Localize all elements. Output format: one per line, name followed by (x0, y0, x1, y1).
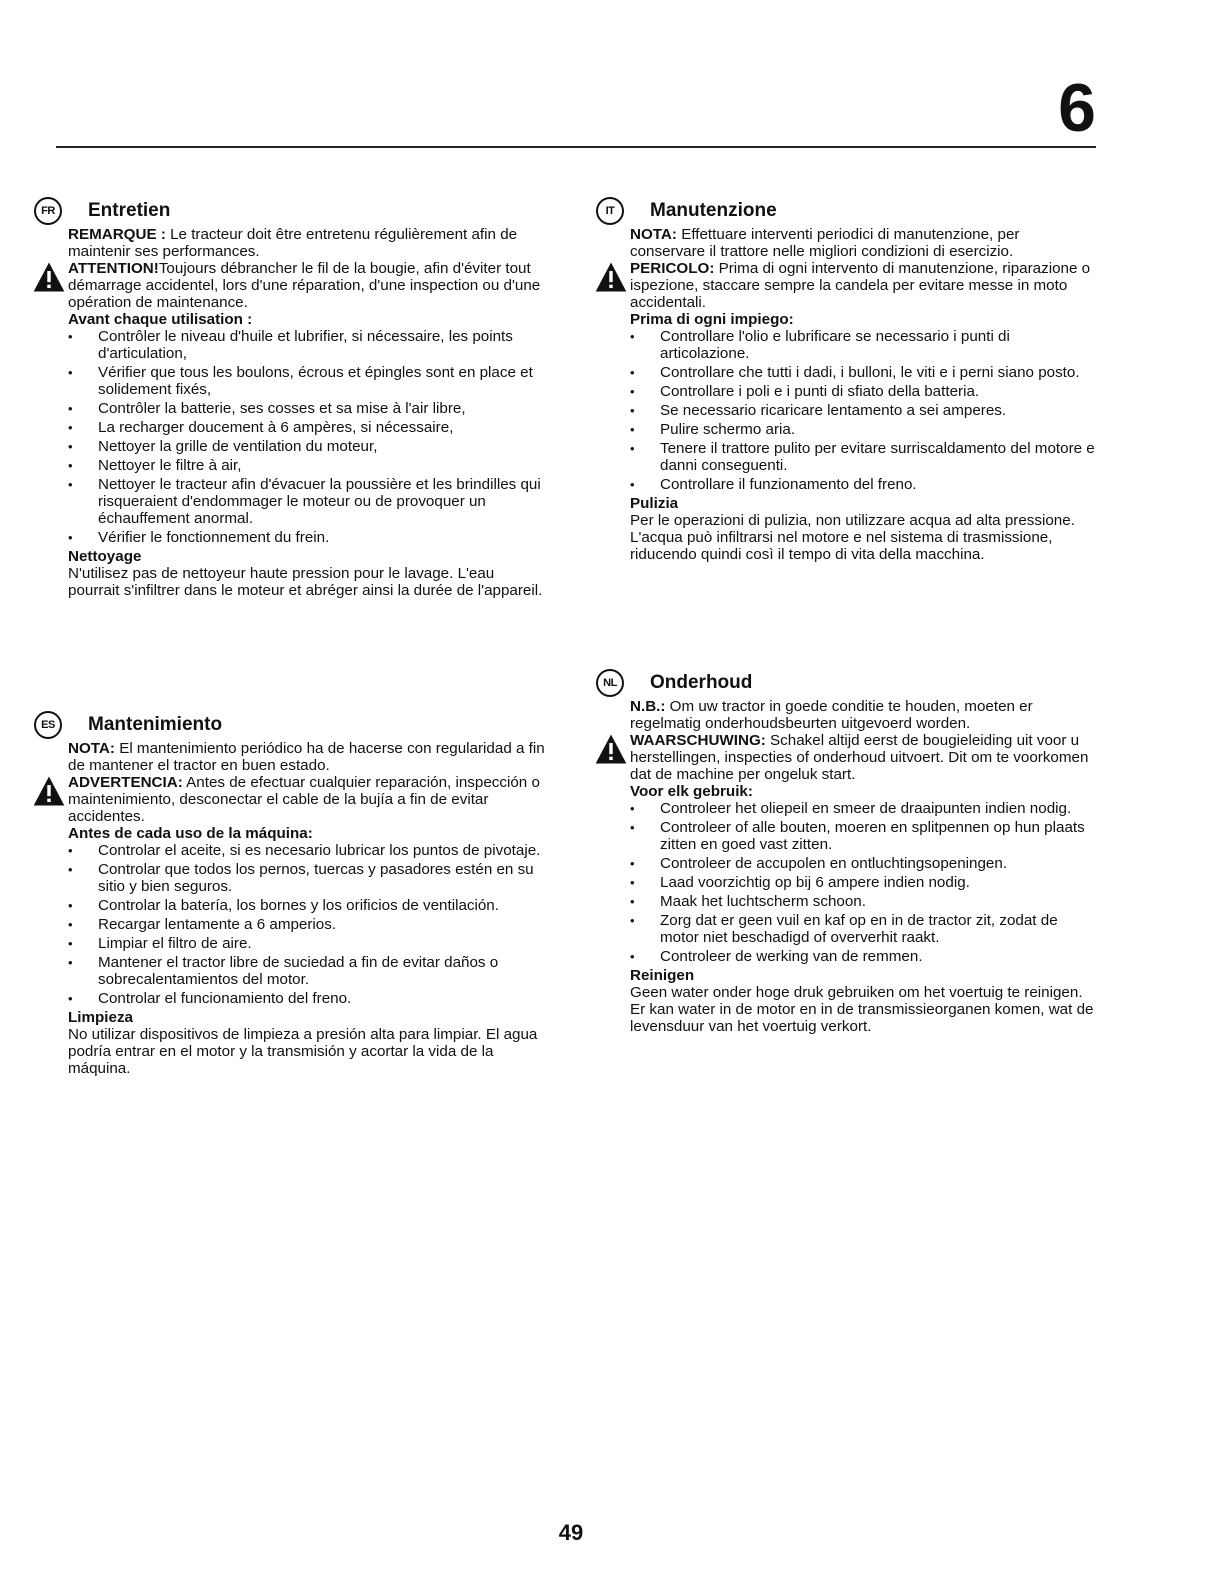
cleaning-text: Geen water onder hoge druk gebruiken om het voertuig te reinigen. Er kan water in de motor en in de transmissieorganen komen, wat de levensduur van het voertuig verkort. (630, 984, 1094, 1035)
section-body (68, 740, 546, 1077)
warning-paragraph (68, 774, 546, 825)
list-item: • Controlar la batería, los bornes y los orificios de ventilación. (68, 897, 546, 914)
section-it (596, 196, 1096, 563)
section-header (596, 668, 1096, 698)
list-item: • Controlar el aceite, si es necesario lubricar los puntos de pivotaje. (68, 842, 546, 859)
checklist (68, 842, 546, 1007)
cleaning-heading: Limpieza (68, 1009, 133, 1026)
warning-text: Schakel altijd eerst de bougieleiding uit voor u herstellingen, inspecties of onderhoud uitvoert. Dit om te voorkomen dat de machine per ongeluk start. (630, 732, 1089, 783)
warning-label: ADVERTENCIA: (68, 774, 183, 791)
warning-text: Prima di ogni intervento di manutenzione, riparazione o ispezione, staccare sempre la candela per evitare messe in moto accidentali. (630, 260, 1091, 311)
list-item: • Controleer de accupolen en ontluchtingsopeningen. (630, 855, 1096, 872)
note-text: El mantenimiento periódico ha de hacerse con regularidad a fin de mantener el tractor en buen estado. (68, 740, 545, 774)
language-badge: IT (596, 197, 624, 225)
page-number: 49 (558, 1520, 584, 1545)
list-item: • Nettoyer la grille de ventilation du moteur, (68, 438, 546, 455)
warning-triangle-icon (32, 260, 66, 294)
list-item: • La recharger doucement à 6 ampères, si nécessaire, (68, 419, 546, 436)
cleaning-text: N'utilisez pas de nettoyeur haute pression pour le lavage. L'eau pourrait s'infiltrer dans le moteur et abréger ainsi la durée de l'appareil. (68, 565, 543, 599)
list-item: • Controlar que todos los pernos, tuercas y pasadores estén en su sitio y bien seguros. (68, 861, 546, 895)
checklist (68, 328, 546, 546)
list-item: • Controllare il funzionamento del freno. (630, 476, 1096, 493)
warning-text: Antes de efectuar cualquier reparación, inspección o maintenimiento, desconectar el cable de la bujía a fin de evitar accidentes. (68, 774, 540, 825)
list-item: • Controleer of alle bouten, moeren en splitpennen op hun plaats zitten en goed vast zitten. (630, 819, 1096, 853)
section-body (630, 226, 1096, 563)
note-text: Le tracteur doit être entretenu régulièrement afin de maintenir ses performances. (68, 226, 518, 260)
section-body (630, 698, 1096, 1035)
list-item: • Limpiar el filtro de aire. (68, 935, 546, 952)
cleaning-heading: Reinigen (630, 967, 695, 984)
warning-triangle-icon (594, 260, 628, 294)
section-header (596, 196, 1096, 226)
list-item: • Controlar el funcionamiento del freno. (68, 990, 546, 1007)
language-badge: ES (34, 711, 62, 739)
list-item: • Recargar lentamente a 6 amperios. (68, 916, 546, 933)
checklist (630, 328, 1096, 493)
section-title: Manutenzione (650, 200, 777, 221)
warning-triangle-icon (32, 774, 66, 808)
list-item: • Laad voorzichtig op bij 6 ampere indien nodig. (630, 874, 1096, 891)
before-use-heading: Antes de cada uso de la máquina: (68, 825, 313, 842)
note-label: N.B.: (630, 698, 666, 715)
list-item: • Zorg dat er geen vuil en kaf op en in de tractor zit, zodat de motor niet beschadigd of oververhit raakt. (630, 912, 1096, 946)
before-use-heading: Voor elk gebruik: (630, 783, 753, 800)
note-paragraph (68, 740, 546, 774)
list-item: • Nettoyer le tracteur afin d'évacuer la poussière et les brindilles qui risqueraient d'endommager le moteur ou de provoquer un échauffement anormal. (68, 476, 546, 527)
cleaning-heading: Nettoyage (68, 548, 142, 565)
list-item: • Controllare i poli e i punti di sfiato della batteria. (630, 383, 1096, 400)
list-item: • Controllare l'olio e lubrificare se necessario i punti di articolazione. (630, 328, 1096, 362)
warning-paragraph (630, 732, 1096, 783)
note-paragraph (630, 698, 1096, 732)
before-use-heading: Prima di ogni impiego: (630, 311, 794, 328)
list-item: • Tenere il trattore pulito per evitare surriscaldamento del motore e danni conseguenti. (630, 440, 1096, 474)
list-item: • Vérifier que tous les boulons, écrous et épingles sont en place et solidement fixés, (68, 364, 546, 398)
section-title: Mantenimiento (88, 714, 223, 735)
note-label: REMARQUE : (68, 226, 166, 243)
section-es (34, 710, 546, 1077)
chapter-number: 6 (1058, 70, 1096, 146)
section-body (68, 226, 546, 599)
list-item: • Contrôler la batterie, ses cosses et sa mise à l'air libre, (68, 400, 546, 417)
language-badge: NL (596, 669, 624, 697)
section-header (34, 196, 546, 226)
note-paragraph (630, 226, 1096, 260)
warning-label: WAARSCHUWING: (630, 732, 766, 749)
checklist (630, 800, 1096, 965)
section-nl (596, 668, 1096, 1035)
chapter-rule (56, 146, 1096, 148)
note-paragraph (68, 226, 546, 260)
list-item: • Controleer het oliepeil en smeer de draaipunten indien nodig. (630, 800, 1096, 817)
warning-paragraph (630, 260, 1096, 311)
section-title: Onderhoud (650, 672, 753, 693)
list-item: • Se necessario ricaricare lentamento a sei amperes. (630, 402, 1096, 419)
language-badge: FR (34, 197, 62, 225)
warning-label: PERICOLO: (630, 260, 715, 277)
section-title: Entretien (88, 200, 171, 221)
list-item: • Controllare che tutti i dadi, i bulloni, le viti e i perni siano posto. (630, 364, 1096, 381)
list-item: • Vérifier le fonctionnement du frein. (68, 529, 546, 546)
list-item: • Nettoyer le filtre à air, (68, 457, 546, 474)
warning-label: ATTENTION! (68, 260, 159, 277)
section-fr (34, 196, 546, 599)
cleaning-heading: Pulizia (630, 495, 679, 512)
warning-text: Toujours débrancher le fil de la bougie, afin d'éviter tout démarrage accidentel, lors d'une réparation, d'une inspection ou d'une opération de maintenance. (68, 260, 541, 311)
list-item: • Contrôler le niveau d'huile et lubrifier, si nécessaire, les points d'articulation, (68, 328, 546, 362)
list-item: • Mantener el tractor libre de suciedad a fin de evitar daños o sobrecalentamientos del motor. (68, 954, 546, 988)
note-text: Effettuare interventi periodici di manutenzione, per conservare il trattore nelle migliori condizioni di esercizio. (630, 226, 1020, 260)
warning-paragraph (68, 260, 546, 311)
note-text: Om uw tractor in goede conditie te houden, moeten er regelmatig onderhoudsbeurten uitgevoerd worden. (630, 698, 1033, 732)
cleaning-text: No utilizar dispositivos de limpieza a presión alta para limpiar. El agua podría entrar en el motor y la transmisión y acortar la vida de la máquina. (68, 1026, 538, 1077)
list-item: • Controleer de werking van de remmen. (630, 948, 1096, 965)
note-label: NOTA: (68, 740, 115, 757)
note-label: NOTA: (630, 226, 677, 243)
section-header (34, 710, 546, 740)
before-use-heading: Avant chaque utilisation : (68, 311, 253, 328)
list-item: • Pulire schermo aria. (630, 421, 1096, 438)
cleaning-text: Per le operazioni di pulizia, non utilizzare acqua ad alta pressione. L'acqua può infiltrarsi nel motore e nel sistema di trasmissione, riducendo quindi così il tempo di vita della macchina. (630, 512, 1075, 563)
warning-triangle-icon (594, 732, 628, 766)
list-item: • Maak het luchtscherm schoon. (630, 893, 1096, 910)
